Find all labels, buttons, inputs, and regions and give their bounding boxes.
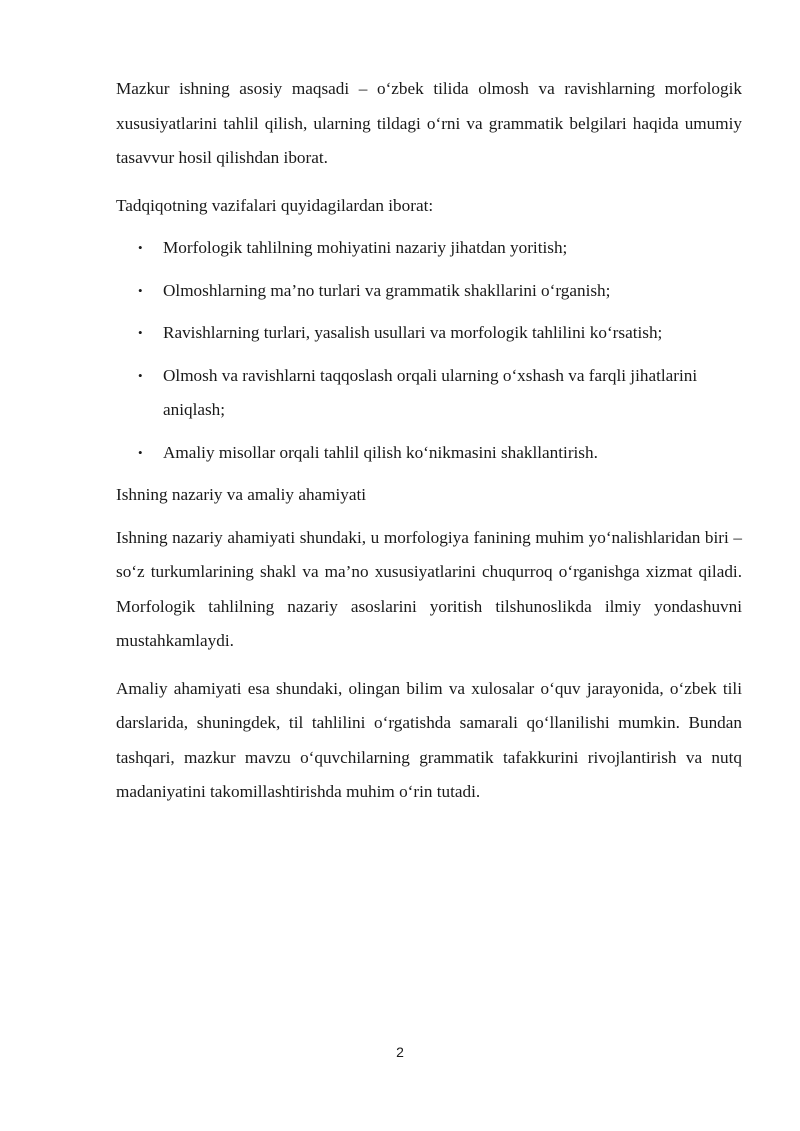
bullet-icon: • (138, 240, 143, 255)
task-text: Olmoshlarning ma’no turlari va grammatik shakllarini o‘rganish; (163, 280, 611, 300)
list-item (116, 316, 742, 351)
task-text: Olmosh va ravishlarni taqqoslash orqali ularning o‘xshash va farqli jihatlarini aniqlash; (163, 365, 698, 419)
tasks-intro: Tadqiqotning vazifalari quyidagilardan iborat: (116, 195, 434, 215)
list-item (116, 436, 742, 471)
list-item (116, 359, 742, 428)
bullet-icon: • (138, 282, 143, 298)
task-text: Morfologik tahlilning mohiyatini nazariy jihatdan yoritish; (163, 238, 568, 257)
tasks-list (116, 231, 742, 470)
page-number: 2 (396, 1044, 404, 1060)
bullet-icon: • (138, 325, 143, 340)
bullet-icon: • (138, 367, 143, 383)
list-item (116, 231, 742, 266)
practical-paragraph: Amaliy ahamiyati esa shundaki, olingan bilim va xulosalar o‘quv jarayonida, o‘zbek tili darslarida, shuningdek, til tahlilini o‘rgatishda samarali qo‘llanilishi mumkin. Bundan tashqari, mazkur mavzu o‘quvchilarning grammatik tafakkurini rivojlantirish va nutq madaniyatini takomillashtirishda muhim o‘rin tutadi. (116, 678, 742, 801)
task-text: Amaliy misollar orqali tahlil qilish ko‘nikmasini shakllantirish. (163, 442, 598, 462)
intro-paragraph: Mazkur ishning asosiy maqsadi – o‘zbek tilida olmosh va ravishlarning morfologik xususiyatlarini tahlil qilish, ularning tildagi o‘rni va grammatik belgilari haqida umumiy tasavvur hosil qilishdan iborat. (116, 79, 742, 167)
task-text: Ravishlarning turlari, yasalish usullari va morfologik tahlilini ko‘rsatish; (163, 323, 663, 342)
list-item (116, 274, 742, 309)
section-heading: Ishning nazariy va amaliy ahamiyati (116, 485, 367, 504)
theoretical-paragraph: Ishning nazariy ahamiyati shundaki, u morfologiya fanining muhim yo‘nalishlaridan biri – so‘z turkumlarining shakl va ma’no xususiyatlarini chuqurroq o‘rganishga xizmat qiladi. Morfologik tahlilning nazariy asoslarini yoritish tilshunoslikda ilmiy yondashuvni mustahkamlaydi. (116, 527, 742, 650)
page-content (116, 72, 742, 823)
bullet-icon: • (138, 444, 143, 460)
